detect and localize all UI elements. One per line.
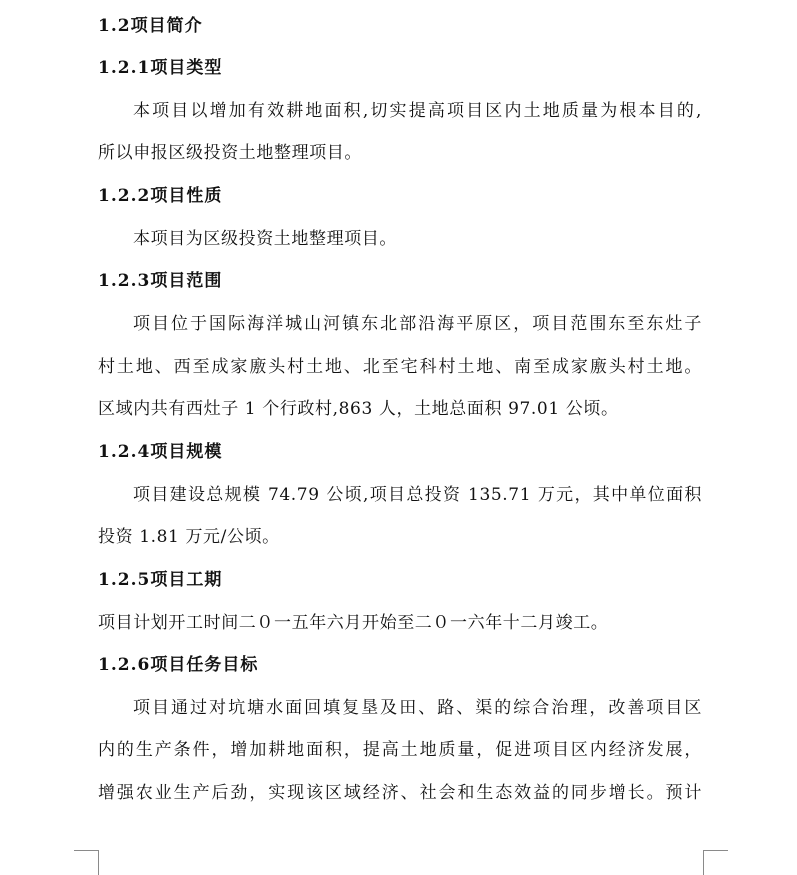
paragraph-line: 项目计划开工时间二０一五年六月开始至二０一六年十二月竣工。 xyxy=(98,613,609,633)
paragraph-line: 投资 1.81 万元/公顷。 xyxy=(98,527,280,547)
page-corner-marker-left xyxy=(74,850,99,875)
paragraph-line: 增强农业生产后劲，实现该区域经济、社会和生态效益的同步增长。预计 xyxy=(98,783,702,803)
heading-project-type: 1.2.1项目类型 xyxy=(98,58,223,78)
paragraph-line: 项目位于国际海洋城山河镇东北部沿海平原区，项目范围东至东灶子 xyxy=(133,314,702,334)
section-heading: 1.2项目简介 xyxy=(98,16,203,36)
paragraph-line: 所以申报区级投资土地整理项目。 xyxy=(98,143,362,163)
heading-project-scope: 1.2.3项目范围 xyxy=(98,271,223,291)
paragraph-line: 本项目以增加有效耕地面积,切实提高项目区内土地质量为根本目的, xyxy=(133,101,702,121)
page-corner-marker-right xyxy=(703,850,728,875)
paragraph-line: 内的生产条件，增加耕地面积，提高土地质量，促进项目区内经济发展， xyxy=(98,740,702,760)
paragraph-line: 区域内共有西灶子 1 个行政村,863 人，土地总面积 97.01 公顷。 xyxy=(98,399,619,419)
paragraph-line: 村土地、西至成家廒头村土地、北至宅科村土地、南至成家廒头村土地。 xyxy=(98,357,702,377)
heading-project-schedule: 1.2.5项目工期 xyxy=(98,570,223,590)
heading-project-nature: 1.2.2项目性质 xyxy=(98,186,223,206)
paragraph-line: 本项目为区级投资土地整理项目。 xyxy=(133,229,397,249)
heading-project-scale: 1.2.4项目规模 xyxy=(98,442,223,462)
paragraph-line: 项目通过对坑塘水面回填复垦及田、路、渠的综合治理，改善项目区 xyxy=(133,698,702,718)
paragraph-line: 项目建设总规模 74.79 公顷,项目总投资 135.71 万元，其中单位面积 xyxy=(133,485,702,505)
heading-project-goals: 1.2.6项目任务目标 xyxy=(98,655,259,675)
